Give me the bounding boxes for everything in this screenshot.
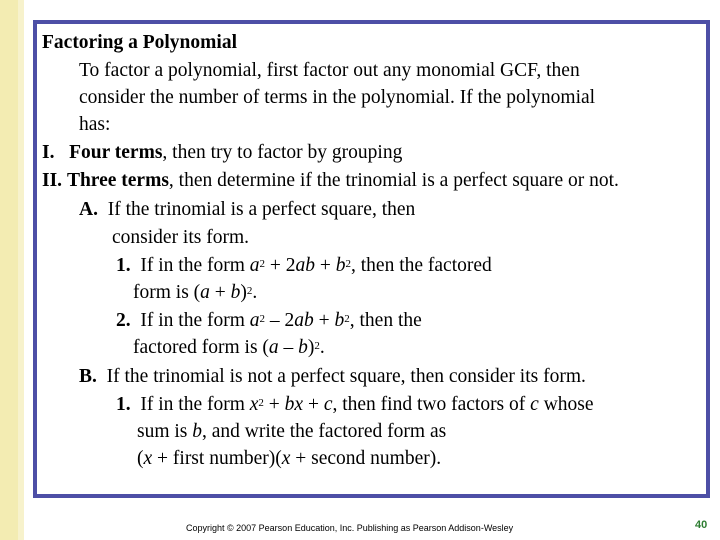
item-a-line-1: A. If the trinomial is a perfect square, then	[79, 199, 416, 220]
copyright-footer: Copyright © 2007 Pearson Education, Inc. Publishing as Pearson Addison-Wesley	[186, 523, 514, 533]
item-a2-line-1: 2. If in the form $a^2 - 2ab + b^2$, then the	[116, 310, 422, 331]
page-number: 40	[695, 519, 708, 531]
item-b1-line-2: sum is b, and write the factored form as	[137, 421, 447, 442]
left-decorative-stripe	[0, 0, 18, 540]
item-b: B. If the trinomial is not a perfect square, then consider its form.	[79, 366, 586, 387]
item-i: I. Four terms, then try to factor by grouping	[42, 142, 403, 163]
item-ii: II. Three terms, then determine if the trinomial is a perfect square or not.	[42, 170, 619, 191]
intro-line-1: To factor a polynomial, first factor out any monomial GCF, then	[79, 60, 580, 81]
item-b1-line-1: 1. If in the form $x^2$ + bx + c, then find two factors of c whose	[116, 394, 594, 415]
intro-line-3: has:	[79, 114, 111, 135]
item-a-line-2: consider its form.	[112, 227, 250, 248]
intro-line-2: consider the number of terms in the polynomial. If the polynomial	[79, 87, 596, 108]
item-a1-line-2: form is $(a + b)^2$.	[133, 282, 258, 303]
slide-title: Factoring a Polynomial	[42, 32, 237, 53]
item-a2-line-2: factored form is (a – b)$^2$.	[133, 337, 325, 358]
item-a1-line-1: 1. If in the form $a^2 + 2ab + b^2$, then the factored	[116, 255, 492, 276]
item-b1-line-3: (x + first number)(x + second number).	[137, 448, 442, 469]
